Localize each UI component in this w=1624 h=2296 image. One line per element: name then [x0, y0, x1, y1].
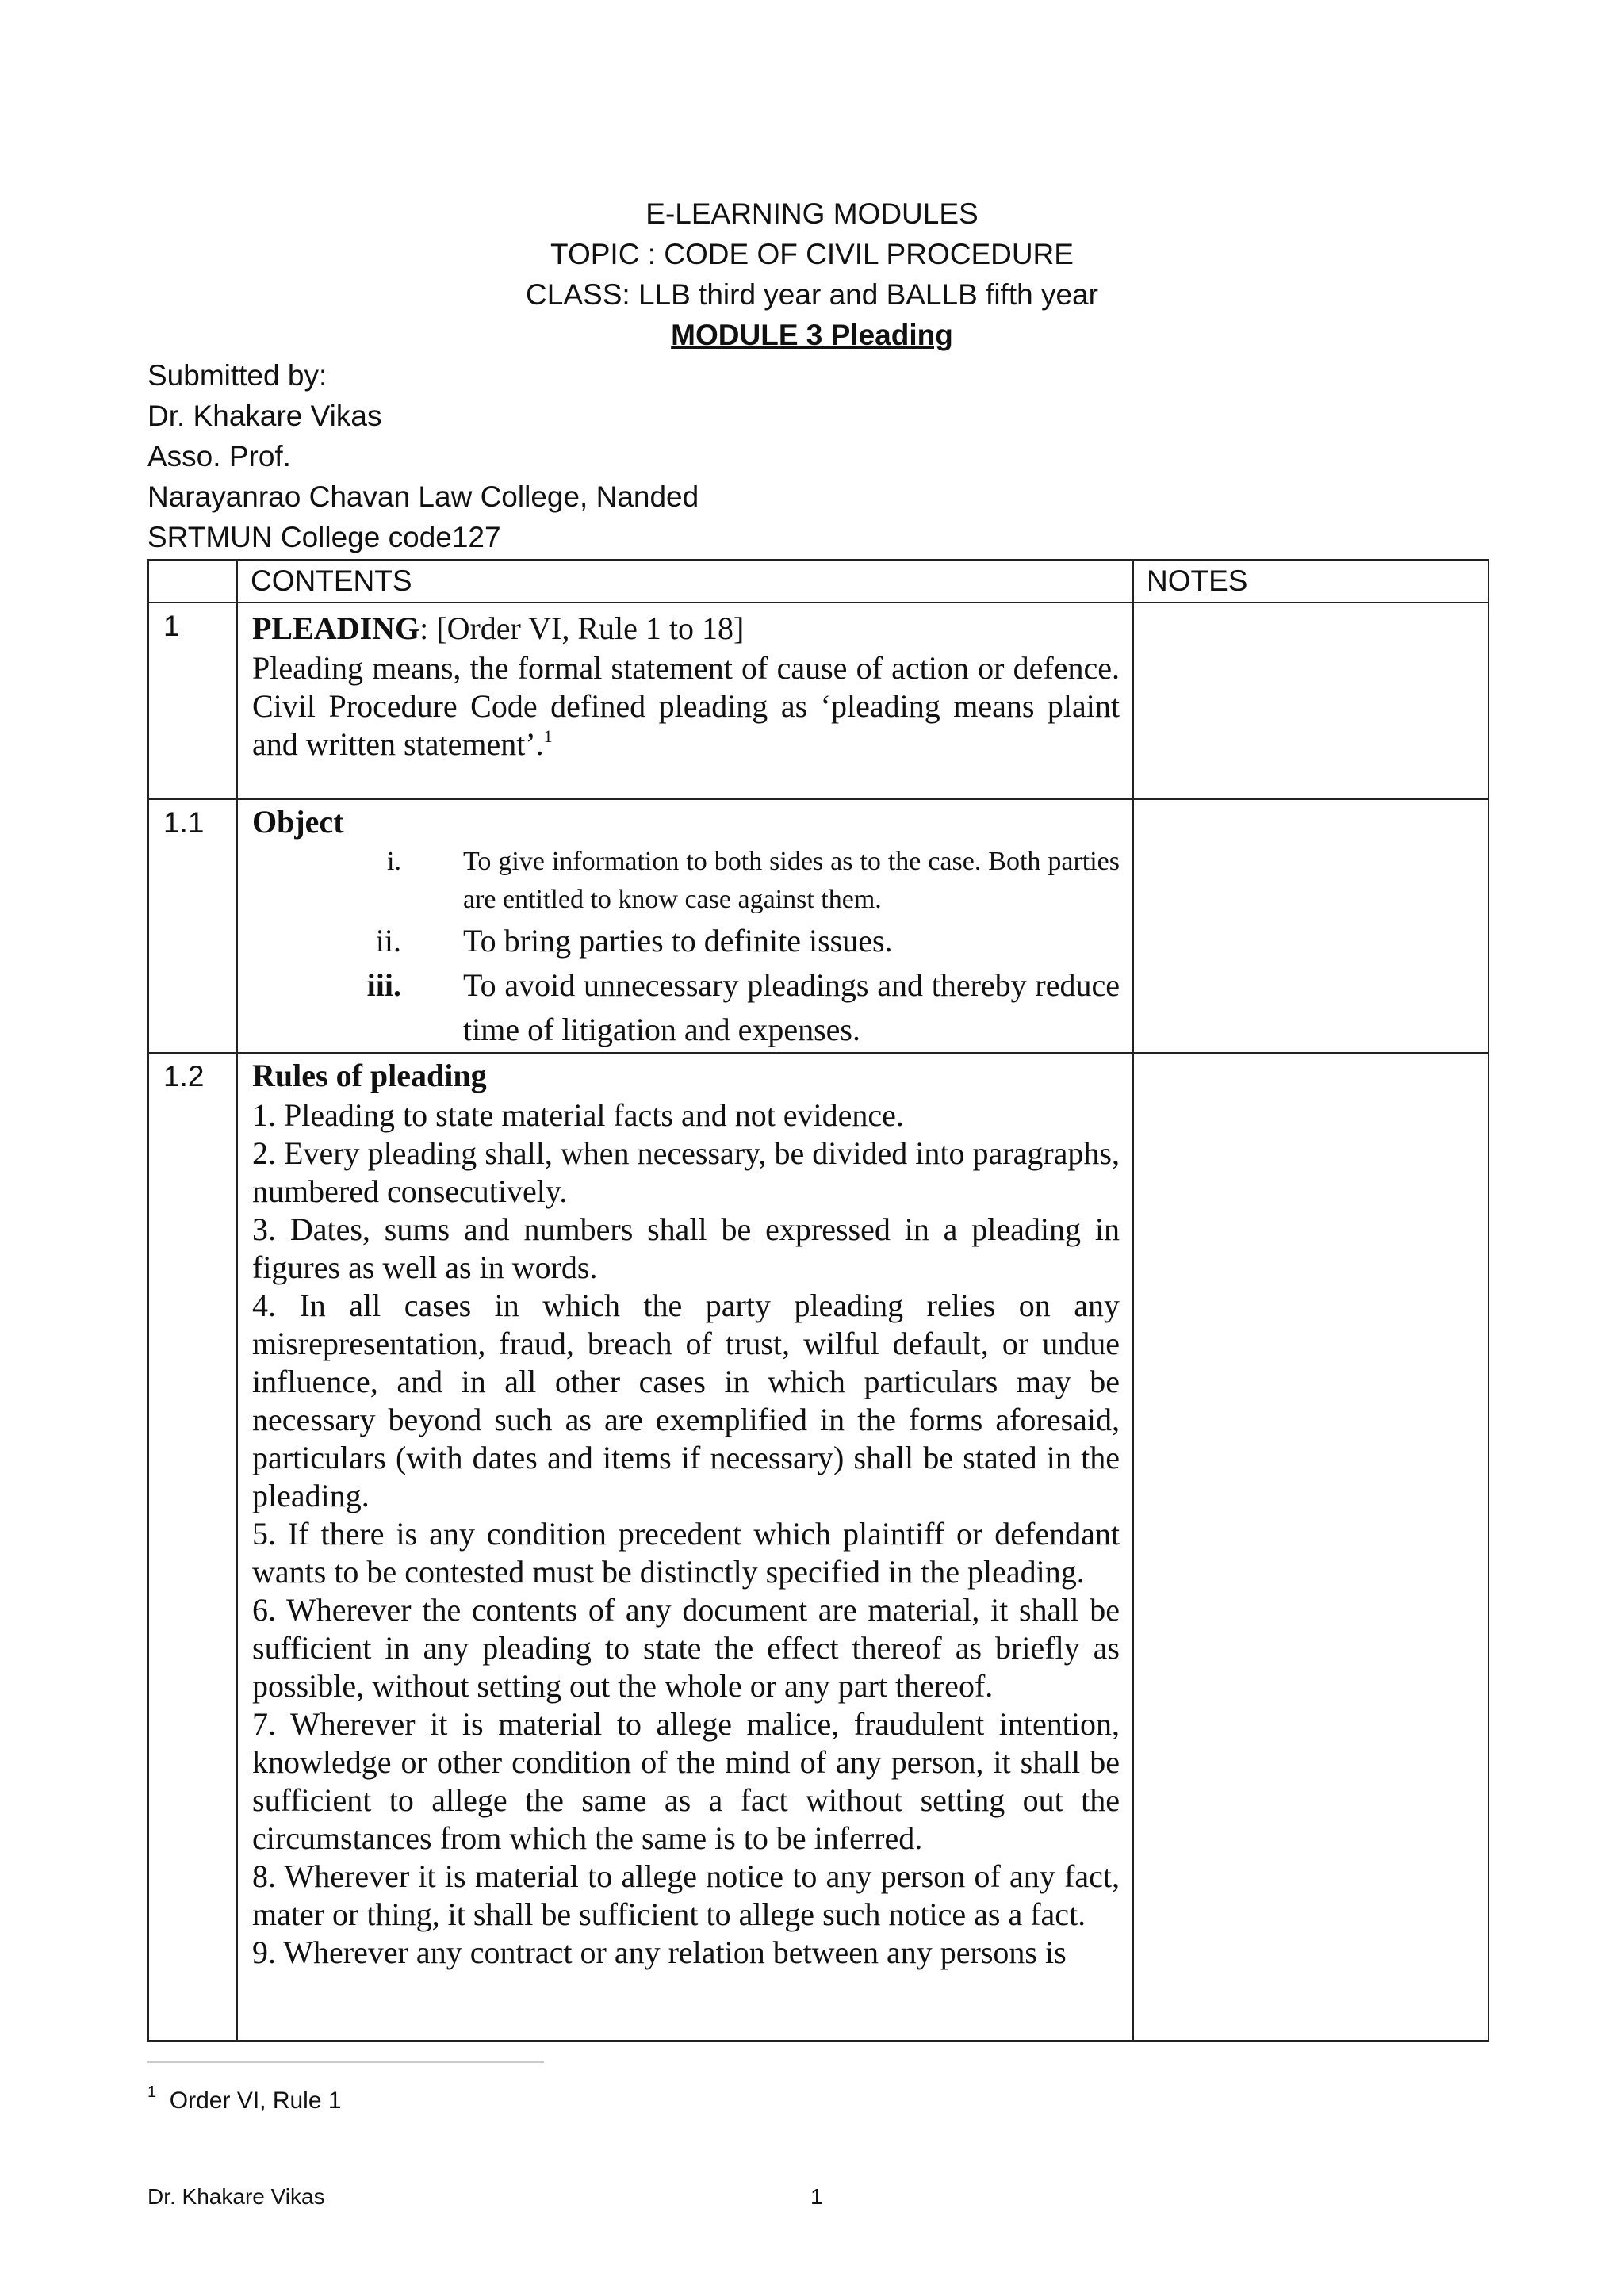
footnote-separator [147, 2061, 544, 2063]
header-line-3: CLASS: LLB third year and BALLB fifth year [526, 278, 1098, 311]
college-code: SRTMUN College code127 [147, 521, 501, 553]
table-row [148, 603, 1488, 799]
page-number: 1 [810, 2184, 823, 2209]
pleading-reference: : [Order VI, Rule 1 to 18] [419, 610, 745, 646]
footnote-number: 1 [147, 2084, 157, 2101]
submitted-by-block [147, 355, 699, 557]
row-number: 1.2 [148, 1053, 237, 2041]
object-heading: Object [252, 804, 344, 840]
rule-item: 9. Wherever any contract or any relation between any persons is [252, 1934, 1067, 1970]
list-item-text: To give information to both sides as to the case. Both parties are entitled to know case against them. [463, 847, 1120, 914]
row-content-cell [237, 799, 1133, 1053]
contents-heading: CONTENTS [251, 564, 412, 597]
author-designation: Asso. Prof. [147, 440, 291, 473]
footnote [147, 2085, 342, 2117]
list-item-text: To avoid unnecessary pleadings and thereby reduce time of litigation and expenses. [463, 967, 1120, 1047]
notes-heading: NOTES [1147, 564, 1248, 597]
document-header [0, 193, 1624, 355]
header-number-cell [148, 560, 237, 603]
rule-item: 5. If there is any condition precedent which plaintiff or defendant wants to be contested must be distinctly specified in the pleading. [252, 1516, 1120, 1590]
row-content-cell [237, 1053, 1133, 2041]
rule-item: 2. Every pleading shall, when necessary, be divided into paragraphs, numbered consecutively. [252, 1135, 1120, 1209]
footnote-ref: 1 [543, 726, 553, 746]
rule-item: 8. Wherever it is material to allege notice to any person of any fact, mater or thing, it shall be sufficient to allege such notice as a fact. [252, 1858, 1120, 1932]
header-contents-cell [237, 560, 1133, 603]
submitted-label: Submitted by: [147, 359, 327, 392]
list-item [252, 843, 1120, 919]
contents-table [147, 559, 1489, 2042]
notes-cell [1133, 1053, 1488, 2041]
list-item [252, 919, 1120, 963]
list-item-number: i. [387, 847, 401, 876]
list-item [252, 963, 1120, 1052]
list-item-number: iii. [366, 967, 401, 1003]
notes-cell [1133, 603, 1488, 799]
rule-item: 3. Dates, sums and numbers shall be expressed in a pleading in figures as well as in words. [252, 1211, 1120, 1285]
pleading-heading: PLEADING [252, 610, 420, 646]
row-number: 1.1 [148, 799, 237, 1053]
author-name: Dr. Khakare Vikas [147, 400, 382, 432]
row-number: 1 [148, 603, 237, 799]
row-content-cell [237, 603, 1133, 799]
list-item-text: To bring parties to definite issues. [463, 923, 893, 959]
pleading-definition: Pleading means, the formal statement of cause of action or defence. Civil Procedure Code defined pleading as ‘pleading means plaint and written statement’.$^1$ [252, 650, 1120, 762]
notes-cell [1133, 799, 1488, 1053]
table-row [148, 799, 1488, 1053]
footer-author: Dr. Khakare Vikas [147, 2184, 325, 2209]
module-title: MODULE 3 Pleading [671, 319, 953, 351]
table-row [148, 1053, 1488, 2041]
table-header-row [148, 560, 1488, 603]
footnote-text: Order VI, Rule 1 [169, 2087, 342, 2114]
object-list [252, 843, 1120, 1052]
rule-item: 1. Pleading to state material facts and not evidence. [252, 1097, 904, 1133]
rule-item: 4. In all cases in which the party pleading relies on any misrepresentation, fraud, breach of trust, wilful default, or undue influence, and in all other cases in which particulars may be necessary beyond such as are exemplified in the forms aforesaid, particulars (with dates and items if necessary) shall be stated in the pleading. [252, 1288, 1120, 1513]
header-line-2: TOPIC : CODE OF CIVIL PROCEDURE [550, 238, 1074, 270]
header-notes-cell [1133, 560, 1488, 603]
rule-item: 6. Wherever the contents of any document are material, it shall be sufficient in any pleading to state the effect thereof as briefly as possible, without setting out the whole or any part thereof. [252, 1592, 1120, 1704]
rules-heading: Rules of pleading [252, 1058, 487, 1093]
rule-item: 7. Wherever it is material to allege malice, fraudulent intention, knowledge or other condition of the mind of any person, it shall be sufficient to allege the same as a fact without setting out the circumstances from which the same is to be inferred. [252, 1706, 1120, 1856]
college-name: Narayanrao Chavan Law College, Nanded [147, 480, 699, 513]
list-item-number: ii. [375, 923, 401, 959]
header-line-1: E-LEARNING MODULES [645, 197, 979, 230]
